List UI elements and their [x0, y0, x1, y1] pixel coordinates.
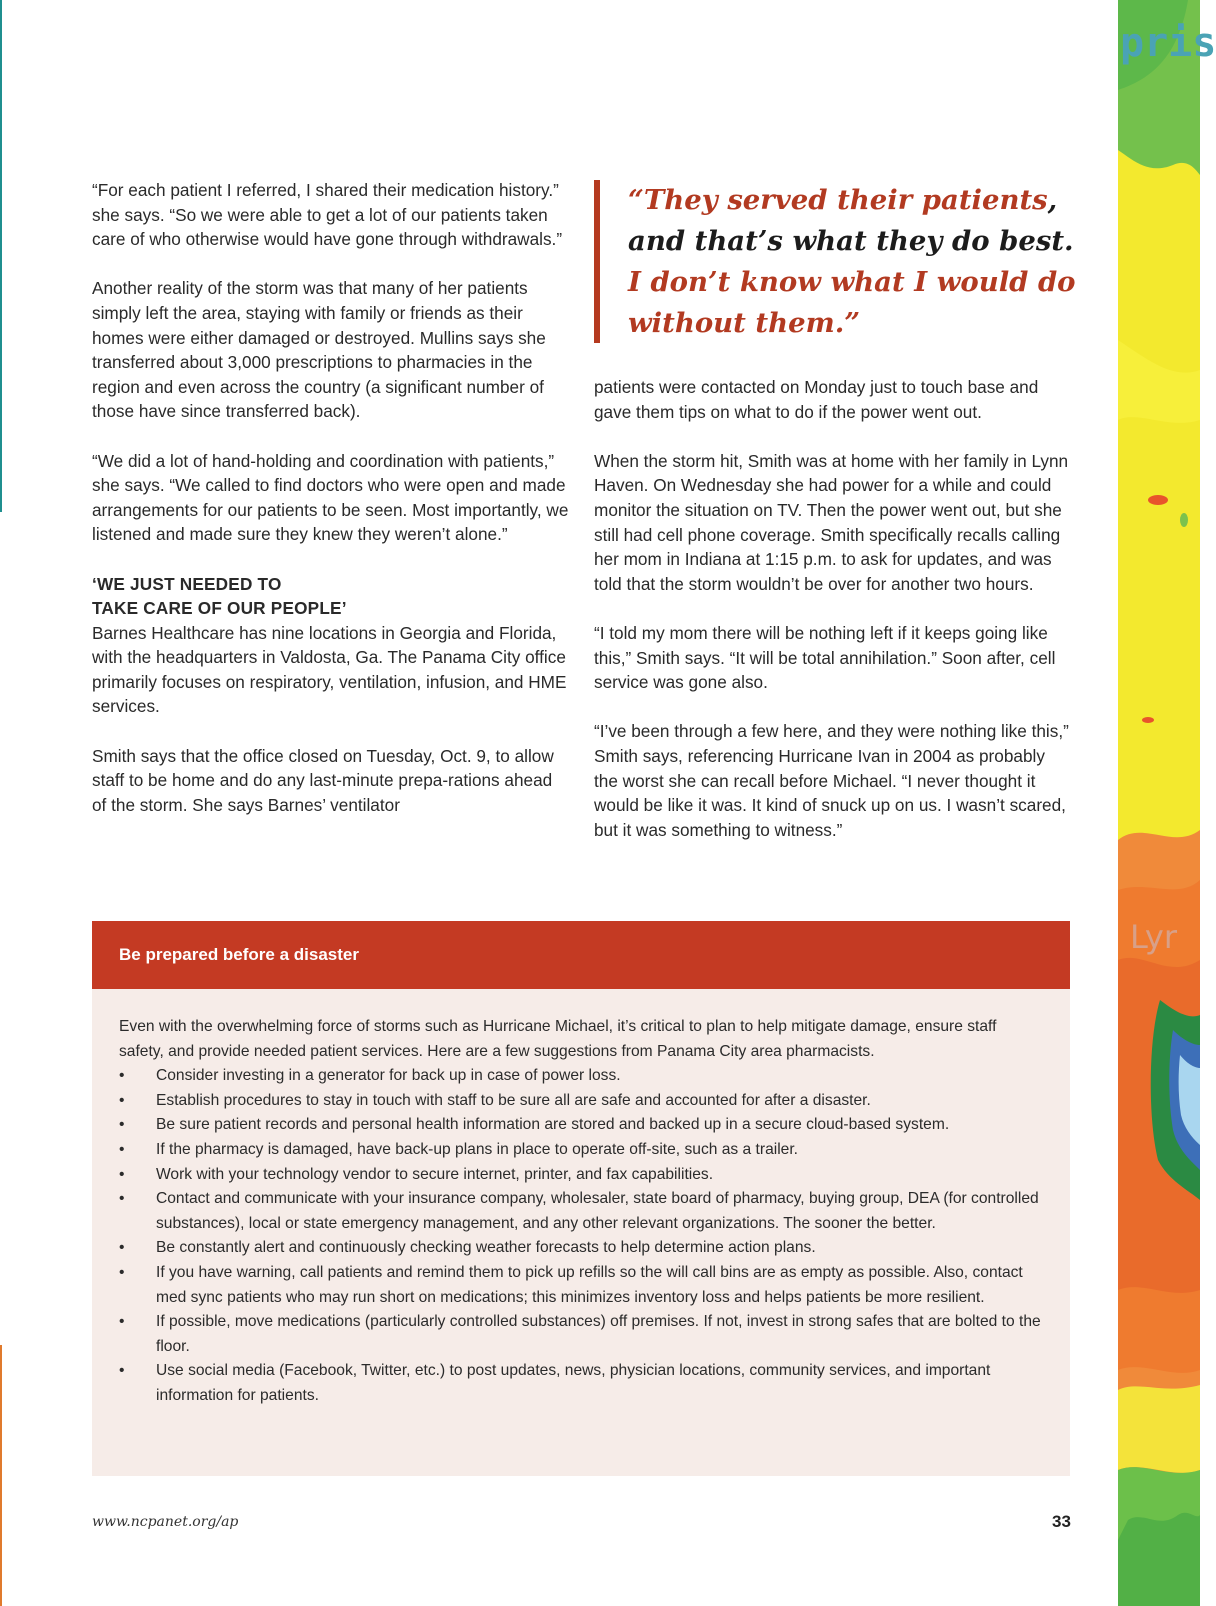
- list-item: • Be constantly alert and continuously checking weather forecasts to help determine action plans.: [119, 1236, 1043, 1261]
- list-item: • Work with your technology vendor to secure internet, printer, and fax capabilities.: [119, 1163, 1043, 1188]
- bullet-icon: •: [119, 1313, 125, 1331]
- left-paragraph-5: Smith says that the office closed on Tuesday, Oct. 9, to allow staff to be home and do any last-minute prepa-rations ahead of the storm. She says Barnes’ ventilator: [92, 745, 554, 815]
- bullet-icon: •: [119, 1140, 125, 1158]
- subhead-line-2: TAKE CARE OF OUR PEOPLE’: [92, 598, 347, 619]
- list-item: • Contact and communicate with your insurance company, wholesaler, state board of pharmacy, buying group, DEA (for controlled substances), local or state emergency management, and any other relevant organizations. The sooner the better.: [119, 1187, 1043, 1236]
- map-label-lynn: Lyr: [1130, 918, 1177, 956]
- list-item: • Establish procedures to stay in touch with staff to be sure all are safe and accounted for after a disaster.: [119, 1089, 1043, 1114]
- subhead-line-1: ‘WE JUST NEEDED TO: [92, 573, 282, 594]
- right-column: [594, 375, 1072, 867]
- left-paragraph-2: Another reality of the storm was that many of her patients simply left the area, staying with family or friends as their homes were either damaged or destroyed. Mullins says she transferred about 3,000 prescriptions to pharmacies in the region and even across the country (a significant number of those have since transferred back).: [92, 278, 546, 422]
- list-item: • If you have warning, call patients and remind them to pick up refills so the will call bins are as empty as possible. Also, contact med sync patients who may run short on medications; this minimizes inventory loss and helps patients be more resilient.: [119, 1261, 1043, 1310]
- pull-quote-line-1: “They served their patients,: [628, 184, 1058, 216]
- sidebar-box: [92, 921, 1070, 1476]
- list-item: • Use social media (Facebook, Twitter, etc.) to post updates, news, physician locations, community services, and important information for patients.: [119, 1359, 1043, 1408]
- sidebar-intro: Even with the overwhelming force of storms such as Hurricane Michael, it’s critical to plan to help mitigate damage, ensure staff safety, and provide needed patient services. Here are a few suggestions from Panama City area pharmacists.: [119, 1018, 997, 1060]
- footer-url: www.ncpanet.org/ap: [92, 1514, 239, 1530]
- sidebar-body: [92, 989, 1070, 1409]
- list-item: • If the pharmacy is damaged, have back-up plans in place to operate off-site, such as a trailer.: [119, 1138, 1043, 1163]
- bullet-icon: •: [119, 1239, 125, 1257]
- list-item: • If possible, move medications (particularly controlled substances) off premises. If not, invest in strong safes that are bolted to the floor.: [119, 1310, 1043, 1359]
- right-paragraph-1: patients were contacted on Monday just to touch base and gave them tips on what to do if the power went out.: [594, 377, 1039, 422]
- pull-quote-line-2: and that’s what they do best.: [628, 225, 1074, 257]
- pull-quote-line-4: without them.”: [628, 307, 861, 339]
- right-paragraph-2: When the storm hit, Smith was at home with her family in Lynn Haven. On Wednesday she had power for a while and could monitor the situation on TV. Then the power went out, but she still had cell phone coverage. Smith specifically recalls calling her mom in Indiana at 1:15 p.m. to ask for updates, and was told that the storm wouldn’t be over for another two hours.: [594, 450, 1069, 594]
- list-item: • Consider investing in a generator for back up in case of power loss.: [119, 1064, 1043, 1089]
- storm-map-image: [1118, 0, 1216, 1606]
- bullet-icon: •: [119, 1116, 125, 1134]
- bullet-icon: •: [119, 1091, 125, 1109]
- left-paragraph-1: “For each patient I referred, I shared their medication history.” she says. “So we were able to get a lot of our patients taken care of who otherwise would have gone through withdrawals.”: [92, 180, 563, 250]
- pull-quote: [594, 180, 1076, 343]
- page-number: 33: [1052, 1512, 1071, 1531]
- right-paragraph-3: “I told my mom there will be nothing left if it keeps going like this,” Smith says. “It will be total annihilation.” Soon after, cell service was gone also.: [594, 622, 1056, 693]
- bullet-icon: •: [119, 1362, 125, 1380]
- bullet-icon: •: [119, 1165, 125, 1183]
- right-paragraph-4: “I’ve been through a few here, and they were nothing like this,” Smith says, referencing Hurricane Ivan in 2004 as probably the worst she can recall before Michael. “I never thought it would be like it was. It kind of snuck up on us. I wasn’t scared, but it was something to witness.”: [594, 721, 1069, 840]
- bullet-icon: •: [119, 1067, 125, 1085]
- left-paragraph-4: Barnes Healthcare has nine locations in Georgia and Florida, with the headquarters in Valdosta, Ga. The Panama City office primarily focuses on respiratory, ventilation, infusion, and HME services.: [92, 622, 567, 717]
- left-column: [92, 178, 570, 842]
- sidebar-list: [119, 1064, 1043, 1408]
- section-subhead: [92, 572, 570, 621]
- sidebar-title: Be prepared before a disaster: [92, 921, 1070, 989]
- list-item: • Be sure patient records and personal health information are stored and backed up in a secure cloud-based system.: [119, 1113, 1043, 1138]
- bullet-icon: •: [119, 1263, 125, 1281]
- pull-quote-line-3: I don’t know what I would do: [628, 266, 1076, 298]
- bullet-icon: •: [119, 1190, 125, 1208]
- map-label-top: pris: [1120, 20, 1216, 66]
- left-paragraph-3: “We did a lot of hand-holding and coordination with patients,” she says. “We called to find doctors who were open and made arrangements for our patients to be seen. Most importantly, we listened and made sure they knew they weren’t alone.”: [92, 450, 569, 545]
